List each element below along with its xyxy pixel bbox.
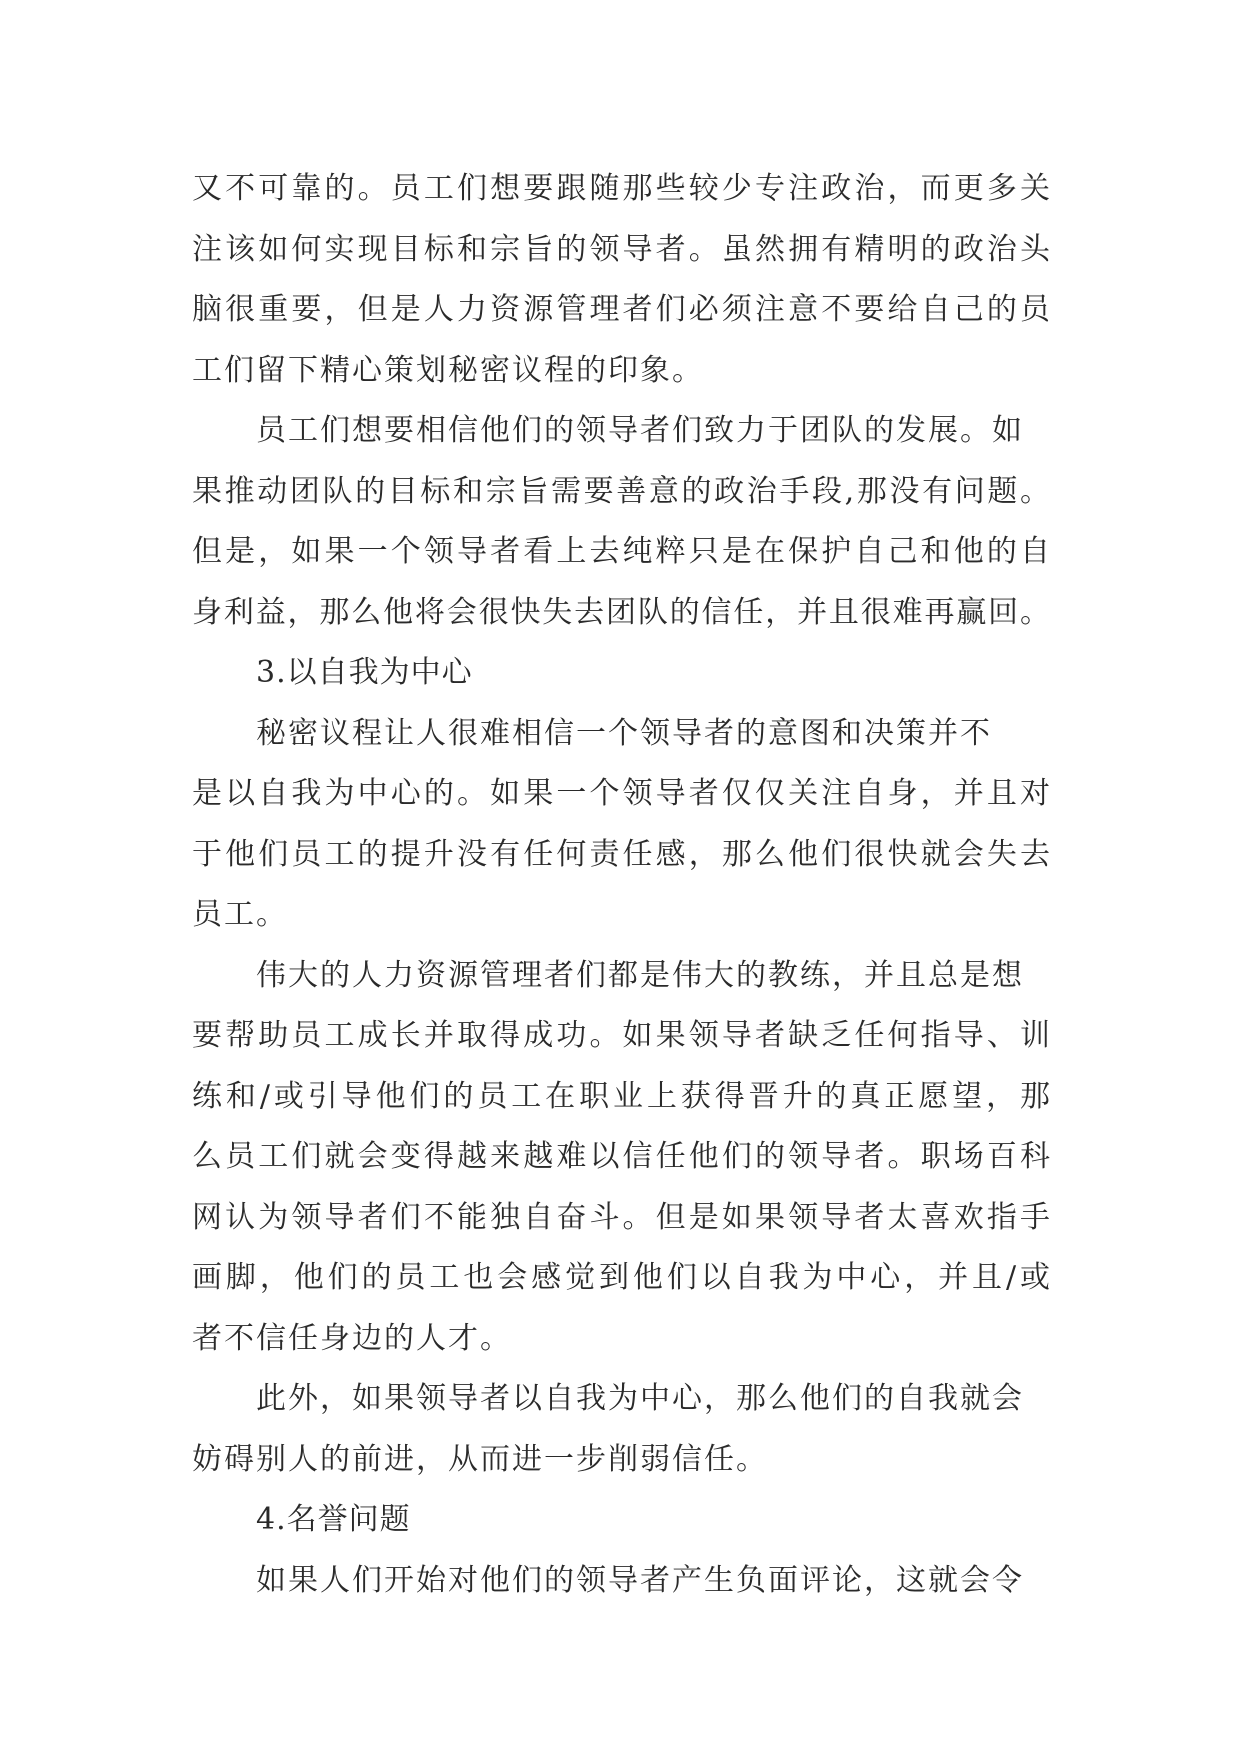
text-line: 画脚，他们的员工也会感觉到他们以自我为中心，并且/或 <box>192 1260 1050 1295</box>
text-line: 果推动团队的目标和宗旨需要善意的政治手段,那没有问题。 <box>192 473 1050 509</box>
section-heading-text: 3.以自我为中心 <box>256 655 473 690</box>
text-line: 工们留下精心策划秘密议程的印象。 <box>192 352 704 388</box>
text-line: 员工们想要相信他们的领导者们致力于团队的发展。如 <box>256 413 1024 448</box>
paragraph <box>192 159 1050 401</box>
text-line: 注该如何实现目标和宗旨的领导者。虽然拥有精明的政治头 <box>192 231 1050 267</box>
text-line: 网认为领导者们不能独自奋斗。但是如果领导者太喜欢指手 <box>192 1199 1050 1235</box>
text-line: 如果人们开始对他们的领导者产生负面评论，这就会令 <box>256 1562 1024 1598</box>
text-line: 但是，如果一个领导者看上去纯粹只是在保护自己和他的自 <box>192 534 1050 569</box>
text-line: 秘密议程让人很难相信一个领导者的意图和决策并不 <box>256 715 992 751</box>
text-line: 脑很重要，但是人力资源管理者们必须注意不要给自己的员 <box>192 292 1050 327</box>
text-line: 要帮助员工成长并取得成功。如果领导者缺乏任何指导、训 <box>192 1018 1050 1053</box>
text-line: 妨碍别人的前进，从而进一步削弱信任。 <box>192 1441 768 1477</box>
text-line: 者不信任身边的人才。 <box>192 1320 512 1356</box>
text-line: 身利益，那么他将会很快失去团队的信任，并且很难再赢回。 <box>192 594 1050 630</box>
paragraph <box>192 704 1050 946</box>
paragraph <box>192 1551 1050 1612</box>
paragraph <box>192 401 1050 643</box>
text-line: 伟大的人力资源管理者们都是伟大的教练，并且总是想 <box>256 957 1024 993</box>
paragraph <box>192 946 1050 1370</box>
text-line: 练和/或引导他们的员工在职业上获得晋升的真正愿望，那 <box>192 1078 1050 1114</box>
text-line: 么员工们就会变得越来越难以信任他们的领导者。职场百科 <box>192 1139 1050 1174</box>
text-line: 于他们员工的提升没有任何责任感，那么他们很快就会失去 <box>192 836 1050 872</box>
text-line: 是以自我为中心的。如果一个领导者仅仅关注自身，并且对 <box>192 776 1050 811</box>
text-line: 又不可靠的。员工们想要跟随那些较少专注政治，而更多关 <box>192 171 1050 206</box>
section-heading-text: 4.名誉问题 <box>256 1502 411 1537</box>
paragraph <box>192 1369 1050 1490</box>
section-heading <box>192 1490 1050 1551</box>
page-body-text <box>192 159 1050 1611</box>
text-line: 此外，如果领导者以自我为中心，那么他们的自我就会 <box>256 1381 1024 1416</box>
section-heading <box>192 643 1050 704</box>
text-line: 员工。 <box>192 897 288 932</box>
